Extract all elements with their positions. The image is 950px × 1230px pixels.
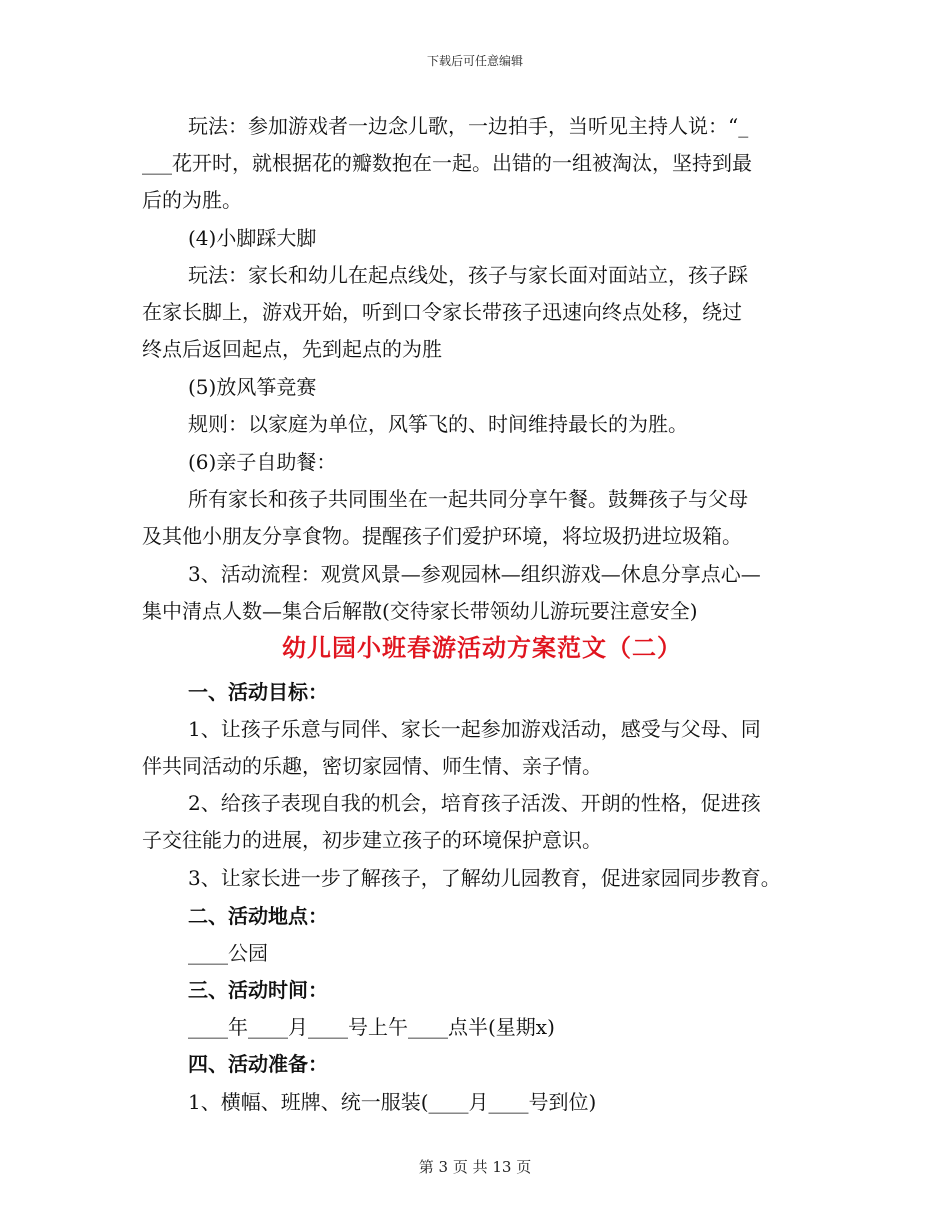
paragraph-line: 后的为胜。 [142, 188, 242, 212]
paragraph-line: 2、给孩子表现自我的机会，培育孩子活泼、开朗的性格，促进孩 [188, 791, 761, 815]
paragraph-line: 伴共同活动的乐趣，密切家园情、师生情、亲子情。 [142, 754, 602, 778]
paragraph-line: ____年____月____号上午____点半(星期x) [188, 1015, 555, 1039]
paragraph-line: 3、活动流程：观赏风景—参观园林—组织游戏—休息分享点心— [188, 562, 761, 586]
paragraph-line: 玩法：家长和幼儿在起点线处，孩子与家长面对面站立，孩子踩 [188, 263, 748, 287]
page-header-note: 下载后可任意编辑 [426, 54, 523, 68]
paragraph-line: ___花开时，就根据花的瓣数抱在一起。出错的一组被淘汰，坚持到最 [142, 151, 752, 175]
paragraph-line: 集中清点人数—集合后解散(交待家长带领幼儿游玩要注意安全) [142, 599, 698, 623]
section-title: 幼儿园小班春游活动方案范文（二） [282, 633, 682, 662]
heading-goals: 一、活动目标： [188, 680, 328, 704]
paragraph-line: 1、让孩子乐意与同伴、家长一起参加游戏活动，感受与父母、同 [188, 717, 761, 741]
paragraph-line: 3、让家长进一步了解孩子，了解幼儿园教育，促进家园同步教育。 [188, 866, 781, 890]
paragraph-line: 1、横幅、班牌、统一服装(____月____号到位) [188, 1090, 597, 1114]
paragraph-line: 规则：以家庭为单位，风筝飞的、时间维持最长的为胜。 [188, 412, 688, 436]
paragraph-line: 子交往能力的进展，初步建立孩子的环境保护意识。 [142, 828, 602, 852]
heading-preparation: 四、活动准备： [188, 1052, 328, 1076]
paragraph-line: 及其他小朋友分享食物。提醒孩子们爱护环境，将垃圾扔进垃圾箱。 [142, 524, 742, 548]
page-number: 第 3 页 共 13 页 [418, 1158, 532, 1176]
paragraph-line: 在家长脚上，游戏开始，听到口令家长带孩子迅速向终点处移，绕过 [142, 300, 742, 324]
heading-location: 二、活动地点： [188, 904, 328, 928]
subheading-6: (6)亲子自助餐： [188, 450, 337, 474]
heading-time: 三、活动时间： [188, 978, 328, 1002]
paragraph-line: 所有家长和孩子共同围坐在一起共同分享午餐。鼓舞孩子与父母 [188, 487, 748, 511]
subheading-5: (5)放风筝竞赛 [188, 375, 317, 399]
subheading-4: (4)小脚踩大脚 [188, 226, 317, 250]
paragraph-line: 终点后返回起点，先到起点的为胜 [142, 337, 442, 361]
paragraph-line: ____公园 [188, 941, 268, 965]
paragraph-line: 玩法：参加游戏者一边念儿歌，一边拍手，当听见主持人说：“_ [188, 114, 749, 138]
